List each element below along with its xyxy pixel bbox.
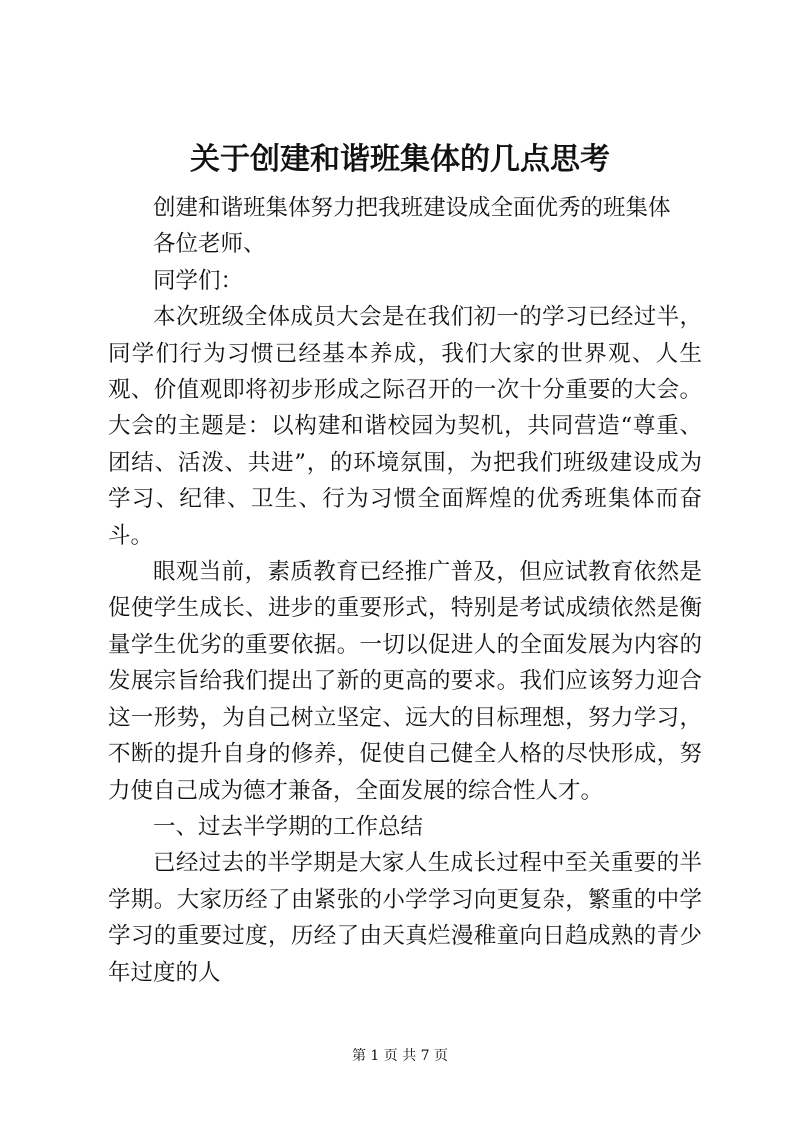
document-body xyxy=(108,190,702,991)
page-number: 第 1 页 共 7 页 xyxy=(351,1048,449,1064)
paragraph-current-situation: 眼观当前，素质教育已经推广普及，但应试教育依然是促使学生成长、进步的重要形式，特别是考试成绩依然是衡量学生优劣的重要依据。一切以促进人的全面发展为内容的发展宗旨给我们提出了新的更高的要求。我们应该努力迎合这一形势，为自己树立坚定、远大的目标理想，努力学习，不断的提升自身的修养，促使自己健全人格的尽快形成，努力使自己成为德才兼备，全面发展的综合性人才。 xyxy=(108,559,702,804)
paragraph-salutation-students: 同学们： xyxy=(153,267,244,294)
paragraph-salutation-teachers: 各位老师、 xyxy=(153,231,266,258)
paragraph-meeting-intro: 本次班级全体成员大会是在我们初一的学习已经过半，同学们行为习惯已经基本养成，我们大家的世界观、人生观、价值观即将初步形成之际召开的一次十分重要的大会。大会的主题是：以构建和谐校园为契机，共同营造“尊重、团结、活泼、共进”，的环境氛围，为把我们班级建设成为学习、纪律、卫生、行为习惯全面辉煌的优秀班集体而奋斗。 xyxy=(108,304,702,549)
paragraph-subtitle: 创建和谐班集体努力把我班建设成全面优秀的班集体 xyxy=(153,195,671,221)
section-heading-summary: 一、过去半学期的工作总结 xyxy=(153,813,424,840)
paragraph-semester-summary: 已经过去的半学期是大家人生成长过程中至关重要的半学期。大家历经了由紧张的小学学习向更复杂，繁重的中学学习的重要过度，历经了由天真烂漫稚童向日趋成熟的青少年过度的人 xyxy=(108,850,702,986)
document-title: 关于创建和谐班集体的几点思考 xyxy=(190,142,610,177)
